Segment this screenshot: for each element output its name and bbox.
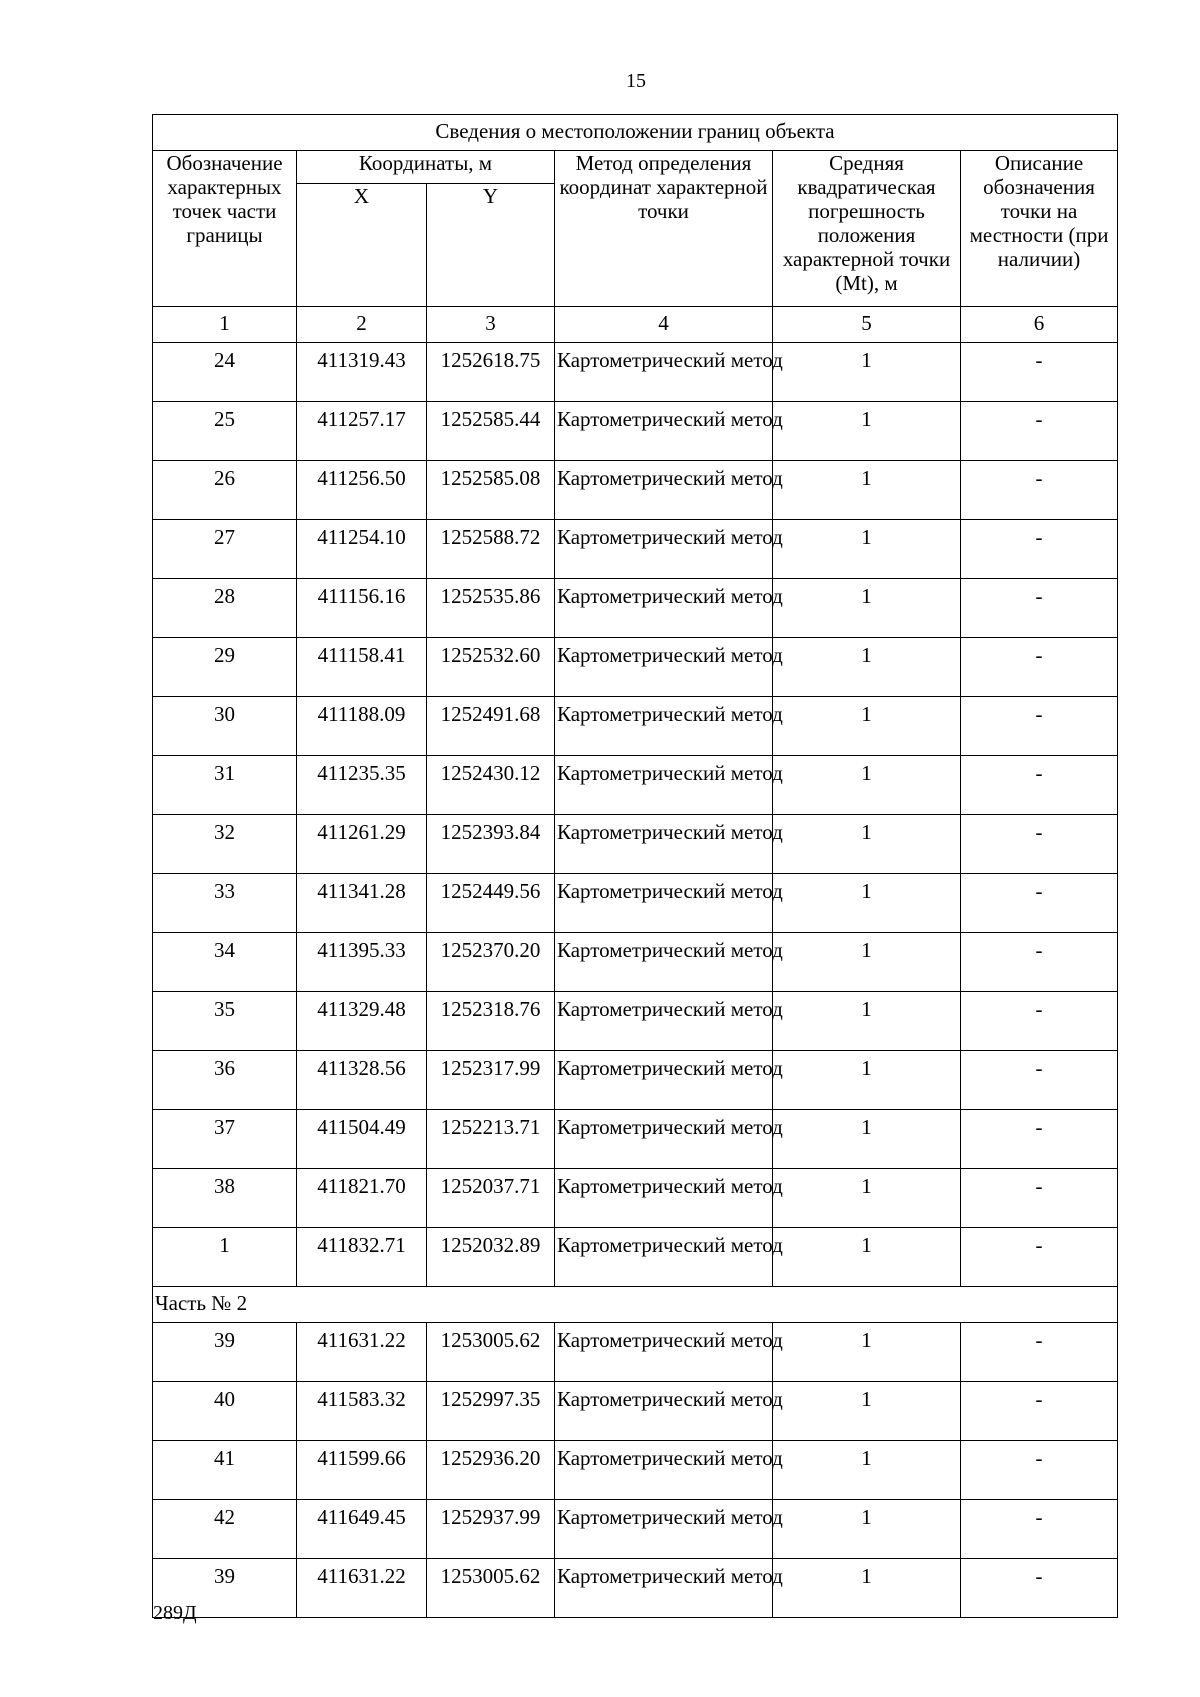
cell-y: 1253005.62 <box>427 1323 555 1382</box>
cell-y: 1252618.75 <box>427 343 555 402</box>
cell-x: 411328.56 <box>297 1051 427 1110</box>
cell-error: 1 <box>773 461 961 520</box>
header-method: Метод определения координат характерной точки <box>555 151 773 307</box>
cell-x: 411261.29 <box>297 815 427 874</box>
cell-y: 1253005.62 <box>427 1559 555 1618</box>
cell-x: 411188.09 <box>297 697 427 756</box>
header-coordinates: Координаты, м <box>297 151 555 184</box>
cell-point: 33 <box>153 874 297 933</box>
cell-description: - <box>961 343 1118 402</box>
cell-description: - <box>961 1323 1118 1382</box>
cell-error: 1 <box>773 815 961 874</box>
cell-method: Картометрический метод <box>555 815 773 874</box>
cell-description: - <box>961 1110 1118 1169</box>
cell-error: 1 <box>773 1382 961 1441</box>
table-row <box>153 520 1118 579</box>
cell-point: 36 <box>153 1051 297 1110</box>
cell-method: Картометрический метод <box>555 933 773 992</box>
cell-y: 1252532.60 <box>427 638 555 697</box>
table-row <box>153 343 1118 402</box>
cell-description: - <box>961 461 1118 520</box>
cell-method: Картометрический метод <box>555 1228 773 1287</box>
table-row <box>153 1110 1118 1169</box>
cell-point: 39 <box>153 1559 297 1618</box>
column-numbers-row <box>153 307 1118 343</box>
part-label: Часть № 2 <box>153 1287 1118 1323</box>
cell-y: 1252430.12 <box>427 756 555 815</box>
cell-description: - <box>961 874 1118 933</box>
cell-point: 41 <box>153 1441 297 1500</box>
cell-point: 38 <box>153 1169 297 1228</box>
table-row <box>153 1169 1118 1228</box>
part-header-row <box>153 1287 1118 1323</box>
cell-y: 1252937.99 <box>427 1500 555 1559</box>
cell-x: 411832.71 <box>297 1228 427 1287</box>
table-row <box>153 1382 1118 1441</box>
header-error: Средняя квадратическая погрешность положения характерной точки (Mt), м <box>773 151 961 307</box>
table-row <box>153 815 1118 874</box>
cell-description: - <box>961 579 1118 638</box>
cell-description: - <box>961 402 1118 461</box>
table-row <box>153 461 1118 520</box>
cell-method: Картометрический метод <box>555 520 773 579</box>
document-code: 289Д <box>153 1602 197 1624</box>
cell-x: 411631.22 <box>297 1559 427 1618</box>
cell-method: Картометрический метод <box>555 1559 773 1618</box>
cell-y: 1252585.44 <box>427 402 555 461</box>
table-row <box>153 1228 1118 1287</box>
cell-error: 1 <box>773 756 961 815</box>
cell-point: 28 <box>153 579 297 638</box>
column-number: 5 <box>773 307 961 343</box>
cell-point: 31 <box>153 756 297 815</box>
cell-point: 24 <box>153 343 297 402</box>
cell-x: 411504.49 <box>297 1110 427 1169</box>
cell-description: - <box>961 933 1118 992</box>
cell-description: - <box>961 1500 1118 1559</box>
column-number: 1 <box>153 307 297 343</box>
cell-description: - <box>961 1559 1118 1618</box>
cell-point: 39 <box>153 1323 297 1382</box>
table-row <box>153 579 1118 638</box>
cell-x: 411158.41 <box>297 638 427 697</box>
header-point: Обозначение характерных точек части границы <box>153 151 297 307</box>
cell-description: - <box>961 815 1118 874</box>
table-row <box>153 1500 1118 1559</box>
cell-method: Картометрический метод <box>555 1323 773 1382</box>
cell-x: 411395.33 <box>297 933 427 992</box>
cell-description: - <box>961 697 1118 756</box>
cell-point: 37 <box>153 1110 297 1169</box>
cell-y: 1252585.08 <box>427 461 555 520</box>
cell-y: 1252370.20 <box>427 933 555 992</box>
column-number: 6 <box>961 307 1118 343</box>
cell-error: 1 <box>773 992 961 1051</box>
cell-y: 1252317.99 <box>427 1051 555 1110</box>
cell-point: 27 <box>153 520 297 579</box>
cell-method: Картометрический метод <box>555 343 773 402</box>
cell-method: Картометрический метод <box>555 1500 773 1559</box>
cell-method: Картометрический метод <box>555 1382 773 1441</box>
cell-y: 1252997.35 <box>427 1382 555 1441</box>
cell-error: 1 <box>773 1228 961 1287</box>
cell-x: 411329.48 <box>297 992 427 1051</box>
cell-description: - <box>961 1382 1118 1441</box>
cell-error: 1 <box>773 1500 961 1559</box>
cell-error: 1 <box>773 1110 961 1169</box>
header-x: X <box>297 184 427 307</box>
cell-method: Картометрический метод <box>555 756 773 815</box>
cell-point: 25 <box>153 402 297 461</box>
table-row <box>153 933 1118 992</box>
header-row <box>153 151 1118 184</box>
table-row <box>153 697 1118 756</box>
cell-x: 411631.22 <box>297 1323 427 1382</box>
cell-method: Картометрический метод <box>555 638 773 697</box>
cell-error: 1 <box>773 579 961 638</box>
cell-method: Картометрический метод <box>555 1051 773 1110</box>
cell-y: 1252449.56 <box>427 874 555 933</box>
cell-x: 411235.35 <box>297 756 427 815</box>
cell-y: 1252936.20 <box>427 1441 555 1500</box>
column-number: 3 <box>427 307 555 343</box>
cell-method: Картометрический метод <box>555 1441 773 1500</box>
table-row <box>153 638 1118 697</box>
cell-point: 42 <box>153 1500 297 1559</box>
cell-error: 1 <box>773 520 961 579</box>
header-description: Описание обозначения точки на местности (при наличии) <box>961 151 1118 307</box>
cell-y: 1252037.71 <box>427 1169 555 1228</box>
table-title: Сведения о местоположении границ объекта <box>153 115 1118 151</box>
cell-y: 1252318.76 <box>427 992 555 1051</box>
cell-x: 411254.10 <box>297 520 427 579</box>
cell-error: 1 <box>773 874 961 933</box>
cell-method: Картометрический метод <box>555 874 773 933</box>
cell-point: 30 <box>153 697 297 756</box>
cell-description: - <box>961 638 1118 697</box>
cell-method: Картометрический метод <box>555 402 773 461</box>
cell-error: 1 <box>773 933 961 992</box>
table-row <box>153 1051 1118 1110</box>
cell-error: 1 <box>773 1051 961 1110</box>
cell-x: 411341.28 <box>297 874 427 933</box>
cell-error: 1 <box>773 1323 961 1382</box>
boundary-coordinates-table <box>152 114 1118 1618</box>
cell-point: 40 <box>153 1382 297 1441</box>
cell-point: 26 <box>153 461 297 520</box>
table-row <box>153 402 1118 461</box>
cell-method: Картометрический метод <box>555 461 773 520</box>
cell-y: 1252032.89 <box>427 1228 555 1287</box>
table-row <box>153 874 1118 933</box>
cell-y: 1252393.84 <box>427 815 555 874</box>
cell-error: 1 <box>773 343 961 402</box>
cell-point: 1 <box>153 1228 297 1287</box>
header-y: Y <box>427 184 555 307</box>
cell-y: 1252213.71 <box>427 1110 555 1169</box>
cell-x: 411319.43 <box>297 343 427 402</box>
cell-method: Картометрический метод <box>555 1110 773 1169</box>
cell-description: - <box>961 1228 1118 1287</box>
cell-y: 1252535.86 <box>427 579 555 638</box>
cell-method: Картометрический метод <box>555 697 773 756</box>
cell-error: 1 <box>773 1559 961 1618</box>
cell-y: 1252588.72 <box>427 520 555 579</box>
table-body <box>153 115 1118 1618</box>
cell-point: 32 <box>153 815 297 874</box>
table-row <box>153 1323 1118 1382</box>
cell-x: 411256.50 <box>297 461 427 520</box>
cell-x: 411257.17 <box>297 402 427 461</box>
cell-x: 411649.45 <box>297 1500 427 1559</box>
cell-x: 411599.66 <box>297 1441 427 1500</box>
table-row <box>153 992 1118 1051</box>
cell-x: 411583.32 <box>297 1382 427 1441</box>
cell-error: 1 <box>773 402 961 461</box>
cell-point: 29 <box>153 638 297 697</box>
cell-point: 35 <box>153 992 297 1051</box>
cell-method: Картометрический метод <box>555 579 773 638</box>
cell-error: 1 <box>773 638 961 697</box>
cell-description: - <box>961 520 1118 579</box>
cell-x: 411821.70 <box>297 1169 427 1228</box>
cell-error: 1 <box>773 697 961 756</box>
cell-error: 1 <box>773 1441 961 1500</box>
cell-y: 1252491.68 <box>427 697 555 756</box>
cell-method: Картометрический метод <box>555 1169 773 1228</box>
cell-description: - <box>961 1441 1118 1500</box>
table-row <box>153 1559 1118 1618</box>
table-row <box>153 756 1118 815</box>
cell-description: - <box>961 992 1118 1051</box>
column-number: 4 <box>555 307 773 343</box>
cell-method: Картометрический метод <box>555 992 773 1051</box>
cell-description: - <box>961 756 1118 815</box>
cell-x: 411156.16 <box>297 579 427 638</box>
table-title-row <box>153 115 1118 151</box>
cell-error: 1 <box>773 1169 961 1228</box>
cell-description: - <box>961 1169 1118 1228</box>
column-number: 2 <box>297 307 427 343</box>
page-number: 15 <box>626 70 646 92</box>
cell-point: 34 <box>153 933 297 992</box>
cell-description: - <box>961 1051 1118 1110</box>
table-row <box>153 1441 1118 1500</box>
